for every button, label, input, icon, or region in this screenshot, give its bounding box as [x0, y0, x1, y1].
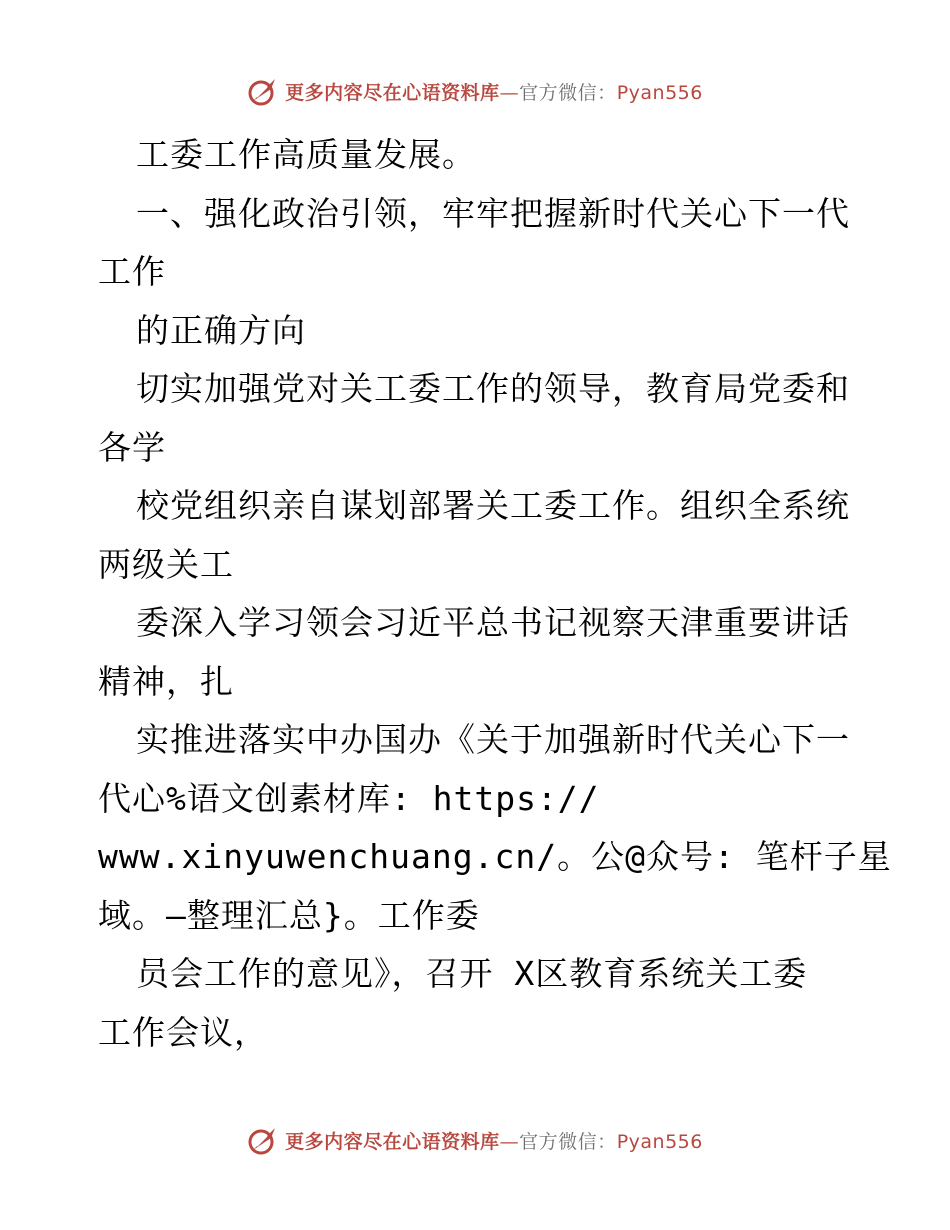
body-line: 切实加强党对关工委工作的领导，教育局党委和 — [136, 369, 850, 408]
footer-site-name: 更多内容尽在心语资料库 — [285, 1130, 500, 1153]
body-line: 代心%语文创素材库: https:// — [98, 778, 600, 818]
page-header-banner — [0, 71, 950, 111]
body-line: 工委工作高质量发展。 — [136, 135, 476, 174]
document-body — [98, 126, 892, 1062]
body-line: 工作 — [98, 252, 166, 291]
body-line: 一、强化政治引领，牢牢把握新时代关心下一代 — [136, 193, 850, 233]
body-line: 员会工作的意见》，召开 X区教育系统关工委 — [136, 954, 808, 993]
body-line: 各学 — [98, 427, 166, 467]
footer-dash: — — [499, 1130, 520, 1153]
body-line: 实推进落实中办国办《关于加强新时代关心下一 — [136, 720, 850, 759]
body-line: 精神，扎 — [98, 661, 234, 701]
header-banner-text — [285, 78, 703, 105]
header-wechat-id: Pyan556 — [616, 81, 703, 104]
body-line: 委深入学习领会习近平总书记视察天津重要讲话 — [136, 603, 850, 642]
body-line: www.xinyuwenchuang.cn/。公@众号: 笔杆子星 — [98, 837, 892, 876]
header-dash: — — [499, 81, 520, 104]
quill-logo-icon — [247, 1124, 279, 1156]
header-wechat-label: 官方微信： — [519, 81, 617, 104]
body-line: 域。—整理汇总}。工作委 — [98, 895, 480, 935]
footer-wechat-label: 官方微信： — [519, 1130, 617, 1153]
body-line: 的正确方向 — [136, 310, 306, 350]
body-line: 工作会议， — [98, 1012, 268, 1052]
footer-wechat-id: Pyan556 — [616, 1130, 703, 1153]
quill-logo-icon — [247, 75, 279, 107]
header-site-name: 更多内容尽在心语资料库 — [285, 81, 500, 104]
page-footer-banner — [0, 1120, 950, 1160]
body-line: 两级关工 — [98, 544, 234, 584]
footer-banner-text — [285, 1127, 703, 1154]
body-line: 校党组织亲自谋划部署关工委工作。组织全系统 — [136, 486, 850, 525]
